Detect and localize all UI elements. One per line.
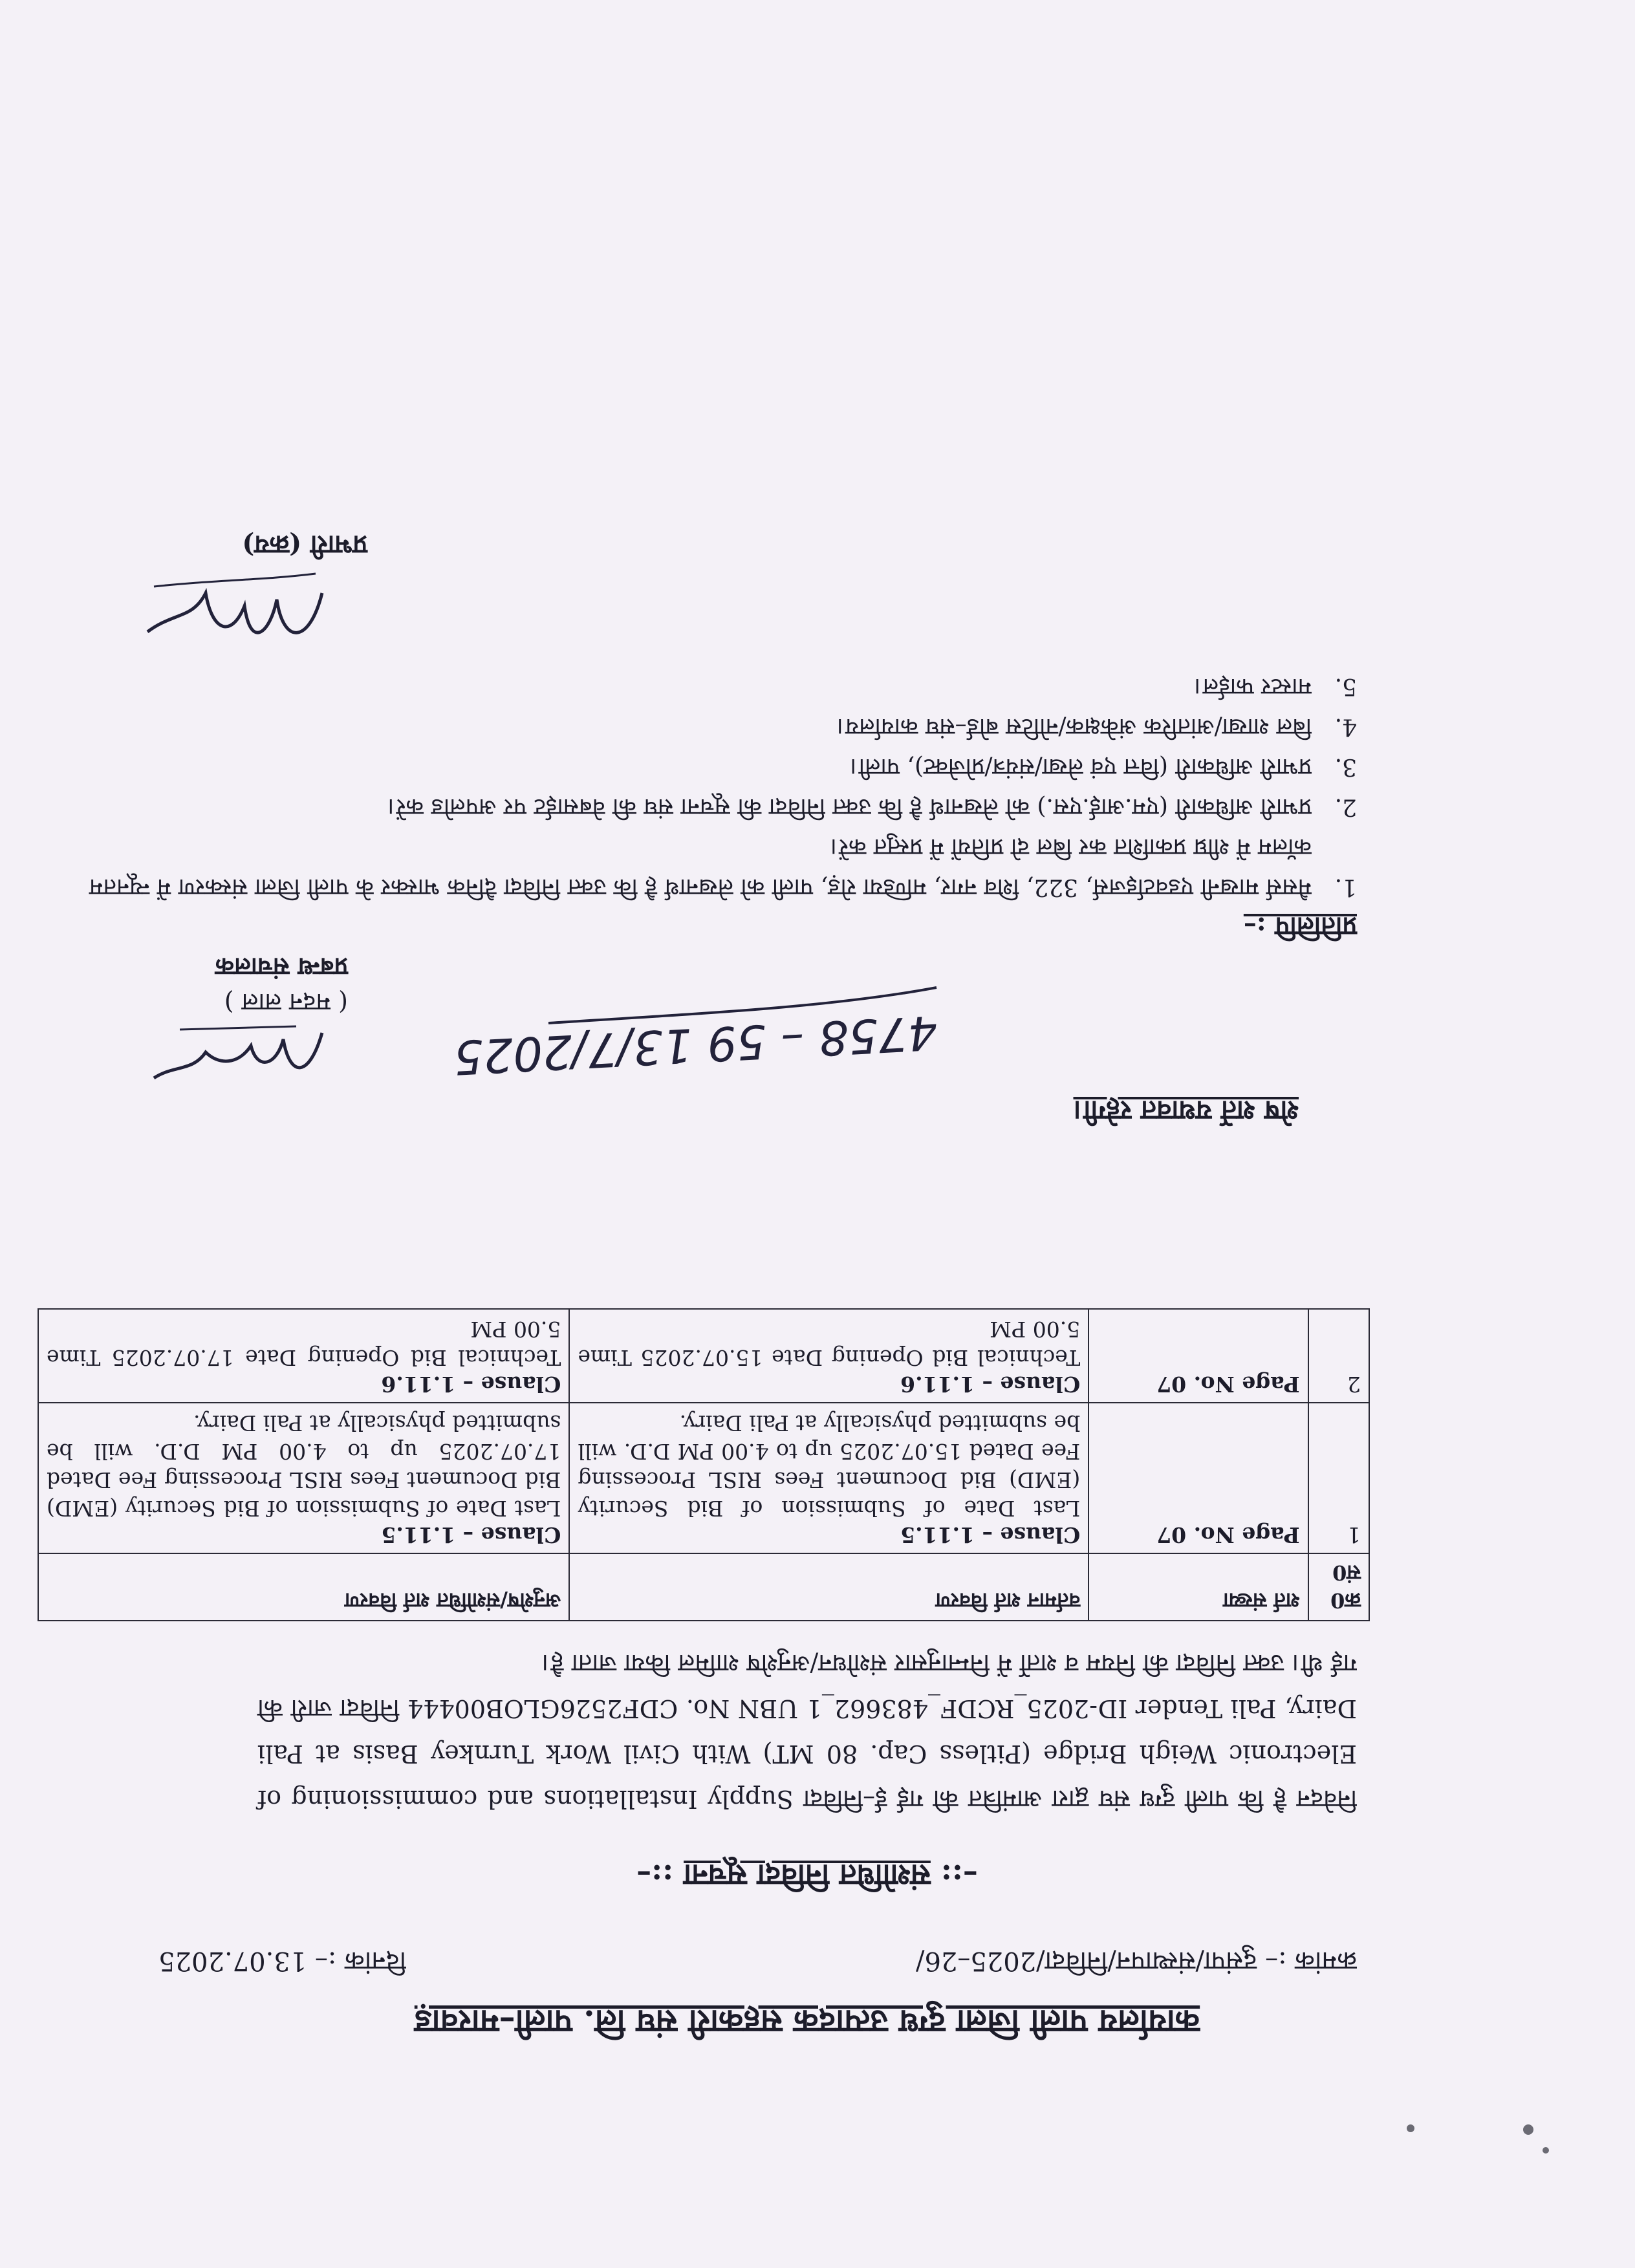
row-current — [569, 1309, 1088, 1403]
copy-heading: प्रतिलिपि :– — [1243, 911, 1357, 942]
notice-title-prefix: –:: — [940, 1858, 978, 1893]
table-row — [38, 1309, 1369, 1403]
amended-clause-title: Clause – 1.11.6 — [381, 1372, 561, 1397]
list-item — [63, 786, 1357, 826]
list-item-number: 5. — [1334, 673, 1357, 700]
list-item-number: 3. — [1334, 753, 1357, 780]
scan-speck — [1523, 2124, 1533, 2135]
list-item-text: बिल शाखा/आंतरिक अंकेक्षक/नोटिस बोर्ड–संघ कार्यालय। — [836, 713, 1312, 740]
header-clause: शर्त संख्या — [1088, 1553, 1308, 1621]
list-item — [63, 706, 1357, 746]
row-amended — [38, 1403, 569, 1553]
amended-clause-title: Clause – 1.11.5 — [381, 1522, 561, 1548]
row-current — [569, 1403, 1088, 1553]
current-clause-title: Clause – 1.11.6 — [900, 1372, 1081, 1397]
managing-director-signature — [141, 1013, 335, 1091]
notice-title — [257, 1856, 1357, 1896]
list-item-number: 2. — [1334, 794, 1357, 820]
signatory-title: प्रबन्ध संचालक — [215, 953, 348, 982]
list-item-text: प्रभारी अधिकारी (एम.आई.एस.) को लेखनार्थ है कि उक्त निविदा की सूचना संघ की वेबसाईट पर अपलोड करें। — [387, 794, 1312, 820]
signatory-name: ( मदन लाल ) — [224, 988, 348, 1017]
notice-intro: निवेदन है कि पाली दुग्ध संघ द्वारा आमंत्रित की गई ई–निविदा Supply Installations and commissioning of Electronic Weigh Bridge (Pitless Cap. 80 MT) With Civil Work Turnkey Basis at Pali Dairy, Pali Tender ID-2025_RCDF_483662_1 UBN No. CDF2526GLOB00444 निविदा जारी की गई थी। उक्त निविदा की नियम व शर्तो में निम्नानुसार संशोधन/अनुशेष शामिल किया जाता है। — [257, 1649, 1357, 1813]
issue-date: दिनांक :– 13.07.2025 — [158, 1946, 406, 1976]
list-item-text: प्रभारी अधिकारी (वित्त एवं लेखा/संयंत्र/प्रोजेक्ट), पाली। — [849, 753, 1312, 780]
row-amended — [38, 1309, 569, 1403]
row-clause: Page No. 07 — [1088, 1309, 1308, 1403]
list-item — [63, 746, 1357, 786]
current-clause-text: Technical Bid Opening Date 15.07.2025 Time 5.00 PM — [578, 1317, 1081, 1370]
current-clause-text: Last Date of Submission of Bid Security (EMD) Bid Document Fees RISL Processing Fee Dated 15.07.2025 up to 4.00 PM D.D. will be submitted physically at Pali Dairy. — [578, 1410, 1081, 1521]
table-header-row — [38, 1553, 1369, 1621]
list-item-number: 4. — [1334, 713, 1357, 740]
scan-speck — [1407, 2124, 1414, 2132]
row-serial: 2 — [1308, 1309, 1369, 1403]
amended-clause-text: Last Date of Submission of Bid Security (EMD) Bid Document Fees RISL Processing Fee Dated 17.07.2025 up to 4.00 PM D.D. will be submitted physically at Pali Dairy. — [47, 1410, 561, 1521]
header-amended: अनुशेष/संशोधित शर्त विवरण — [38, 1553, 569, 1621]
table-row — [38, 1403, 1369, 1553]
row-serial: 1 — [1308, 1403, 1369, 1553]
office-title: कार्यालय पाली जिला दुग्ध उत्पादक सहकारी संघ लि. पाली–मारवाड़ — [414, 2003, 1200, 2041]
amended-clause-text: Technical Bid Opening Date 17.07.2025 Time 5.00 PM — [47, 1317, 561, 1370]
list-item — [63, 826, 1357, 907]
header-current: वर्तमान शर्त विवरण — [569, 1553, 1088, 1621]
copy-list — [63, 666, 1357, 907]
handwritten-dispatch-number — [452, 955, 949, 1085]
list-item-text: मास्टर फाईल। — [1194, 673, 1312, 700]
purchase-incharge-title: प्रभारी (क्रय) — [242, 530, 367, 560]
scan-speck — [1543, 2147, 1549, 2154]
header-serial: क्र0 सं0 — [1308, 1553, 1369, 1621]
handwritten-dispatch-text: 4758 – 59 13/7/2025 — [452, 1005, 939, 1085]
amendment-table — [38, 1308, 1370, 1621]
list-item-text: मैसर्स माखनी एडवर्टाइजर्स, 322, शिव नगर, मण्डिया रोड़, पाली को लेखनार्थ है कि उक्त निविदा दैनिक भास्कर के पाली जिला संस्करण में न्यूनतम कॉलम में शीघ्र प्रकाशित कर बिल दो प्रतियों में प्रस्तुत करें। — [89, 834, 1312, 900]
current-clause-title: Clause – 1.11.5 — [900, 1522, 1081, 1548]
other-conditions-note: शेष शर्ते यथावत रहेगी। — [1073, 1095, 1299, 1127]
notice-title-text: संशोधित निविदा सूचना — [684, 1858, 931, 1893]
notice-title-suffix: ::– — [636, 1858, 674, 1893]
reference-number: क्रमांक :– दुसंपा/संस्थापन/निविदा/2025–26/ — [916, 1946, 1357, 1976]
row-clause: Page No. 07 — [1088, 1403, 1308, 1553]
purchase-incharge-signature — [135, 554, 341, 671]
list-item — [63, 666, 1357, 706]
list-item-number: 1. — [1334, 874, 1357, 900]
